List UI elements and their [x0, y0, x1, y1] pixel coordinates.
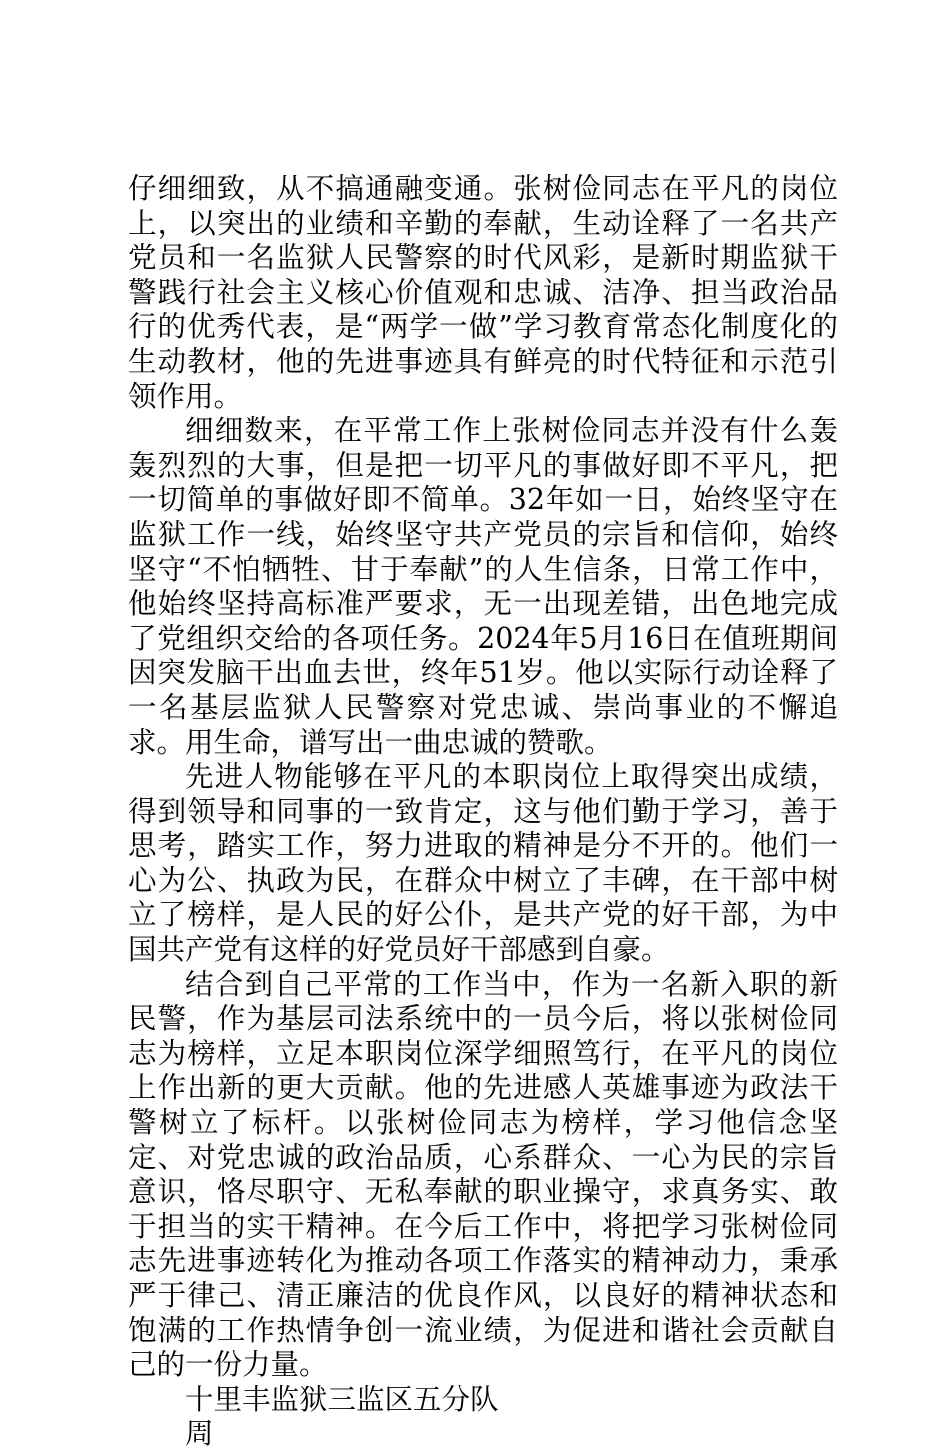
signature-name: 周: [185, 1417, 214, 1451]
document-body: [128, 172, 838, 1452]
paragraph-2: 细细数来，在平常工作上张树俭同志并没有什么轰轰烈烈的大事，但是把一切平凡的事做好即不平凡，把一切简单的事做好即不简单。32年如一日，始终坚守在监狱工作一线，始终坚守共产党员的宗旨和信仰，始终坚守“不怕牺牲、甘于奉献”的人生信条，日常工作中，他始终坚持高标准严要求，无一出现差错，出色地完成了党组织交给的各项任务。2024年5月16日在值班期间因突发脑干出血去世，终年51岁。他以实际行动诠释了一名基层监狱人民警察对党忠诚、崇尚事业的不懈追求。用生命，谱写出一曲忠诚的赞歌。: [128, 414, 838, 759]
signature-unit: 十里丰监狱三监区五分队: [185, 1382, 499, 1416]
paragraph-1: 仔细细致，从不搞通融变通。张树俭同志在平凡的岗位上，以突出的业绩和辛勤的奉献，生动诠释了一名共产党员和一名监狱人民警察的时代风彩，是新时期监狱干警践行社会主义核心价值观和忠诚、洁净、担当政治品行的优秀代表，是“两学一做”学习教育常态化制度化的生动教材，他的先进事迹具有鲜亮的时代特征和示范引领作用。: [128, 172, 838, 413]
paragraph-3: 先进人物能够在平凡的本职岗位上取得突出成绩，得到领导和同事的一致肯定，这与他们勤于学习，善于思考，踏实工作，努力进取的精神是分不开的。他们一心为公、执政为民，在群众中树立了丰碑，在干部中树立了榜样，是人民的好公仆，是共产党的好干部，为中国共产党有这样的好党员好干部感到自豪。: [128, 760, 838, 967]
paragraph-4: 结合到自己平常的工作当中，作为一名新入职的新民警，作为基层司法系统中的一员今后，将以张树俭同志为榜样，立足本职岗位深学细照笃行，在平凡的岗位上作出新的更大贡献。他的先进感人英雄事迹为政法干警树立了标杆。以张树俭同志为榜样，学习他信念坚定、对党忠诚的政治品质，心系群众、一心为民的宗旨意识，恪尽职守、无私奉献的职业操守，求真务实、敢于担当的实干精神。在今后工作中，将把学习张树俭同志先进事迹转化为推动各项工作落实的精神动力，秉承严于律己、清正廉洁的优良作风，以良好的精神状态和饱满的工作热情争创一流业绩，为促进和谐社会贡献自己的一份力量。: [128, 967, 838, 1382]
